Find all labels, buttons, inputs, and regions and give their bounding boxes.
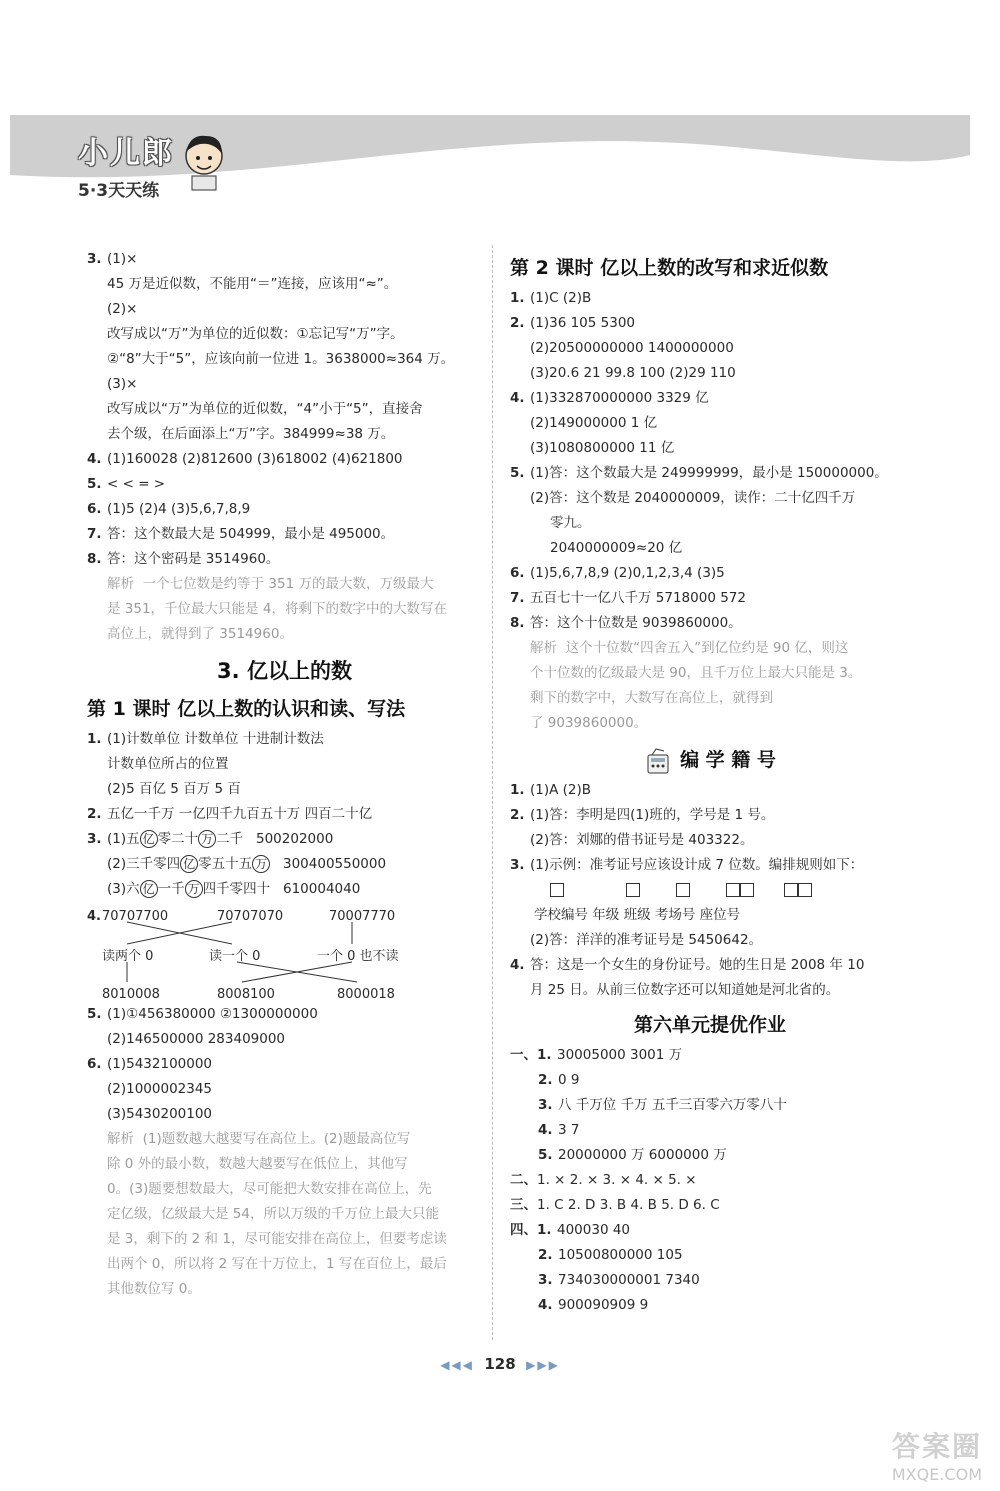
- watermark: [892, 1425, 982, 1484]
- circled-yi-mark: 亿: [140, 830, 158, 848]
- l1q3-r2-value: 300400550000: [283, 856, 387, 872]
- l1q3-r3-d: 四千零四十: [202, 881, 271, 897]
- u4-n1: 1.: [537, 1222, 552, 1238]
- l1q6-text3: (3)5430200100: [107, 1106, 213, 1122]
- brand-logo: [78, 128, 174, 201]
- u1-n1: 1.: [537, 1047, 552, 1063]
- match-bottom-3: 8000018: [337, 987, 395, 1002]
- q8-analysis-3: 高位上，就得到了 3514960。: [107, 626, 293, 642]
- q6-answer: (1)5 (2)4 (3)5,6,7,8,9: [107, 501, 251, 517]
- r-q4-text3: (3)1080800000 11 亿: [530, 440, 675, 456]
- r-q4-number: 4.: [510, 390, 525, 406]
- r-q6-answer: (1)5,6,7,8,9 (2)0,1,2,3,4 (3)5: [530, 565, 725, 581]
- section-title: 3. 亿以上的数: [217, 659, 352, 683]
- l1q6-text2: (2)1000002345: [107, 1081, 213, 1097]
- e1-answer: (1)A (2)B: [530, 782, 592, 798]
- match-top-1: 70707700: [102, 909, 169, 924]
- r-q8-analysis-2: 个十位数的亿级最大是 90，且千万位上最大只能是 3。: [530, 665, 862, 681]
- u1-a2: 0 9: [558, 1072, 580, 1088]
- r-q8-analysis-label: 解析: [530, 640, 557, 656]
- watermark-title: 答案圈: [891, 1430, 982, 1463]
- l1q3-r2-a: (2)三千零四: [107, 856, 181, 872]
- q3-p3: (3)×: [107, 376, 138, 392]
- l1q4-number: 4.: [87, 909, 101, 924]
- match-bottom-2: 8008100: [217, 987, 275, 1002]
- e2-number: 2.: [510, 807, 525, 823]
- prev-arrows-icon: ◀◀◀: [440, 1358, 474, 1372]
- q7-answer: 答：这个数最大是 504999，最小是 495000。: [107, 526, 395, 542]
- circled-wan-mark: 万: [198, 830, 216, 848]
- u4-n2: 2.: [538, 1247, 553, 1263]
- left-column: [87, 247, 482, 1302]
- l1q3-r3-a: (3)六: [107, 881, 140, 897]
- r-q2-text1: (1)36 105 5300: [530, 315, 636, 331]
- e4-text1: 答：这是一个女生的身份证号。她的生日是 2008 年 10: [530, 957, 865, 973]
- brand-title: 小儿郎: [78, 136, 174, 171]
- calculator-icon: [644, 747, 672, 775]
- circled-wan-mark: 万: [185, 880, 203, 898]
- r-q7-number: 7.: [510, 590, 525, 606]
- r-q5-text4: 2040000009≈20 亿: [550, 540, 683, 556]
- edu-title: 编 学 籍 号: [680, 749, 776, 771]
- l1q3-r2-b: 零五十五: [198, 856, 253, 872]
- l1q6-analysis-4: 定亿级，亿级最大是 54，所以万级的千万位上最大只能: [107, 1206, 439, 1222]
- l1q6-analysis-5: 是 3，剩下的 2 和 1，尽可能安排在高位上，但要考虑读: [107, 1231, 447, 1247]
- q5-number: 5.: [87, 476, 102, 492]
- r-q5-number: 5.: [510, 465, 525, 481]
- l1q5-text2: (2)146500000 283409000: [107, 1031, 286, 1047]
- r-q5-text3: 零九。: [550, 515, 591, 531]
- u2-section: 二、: [510, 1172, 537, 1188]
- r-q8-analysis-1: 这个十位数“四舍五入”到亿位约是 90 亿，则这: [565, 640, 849, 656]
- e4-text2: 月 25 日。从前三位数字还可以知道她是河北省的。: [530, 982, 840, 998]
- u3-answers: 1. C 2. D 3. B 4. B 5. D 6. C: [537, 1197, 720, 1213]
- u4-section: 四、: [510, 1222, 537, 1238]
- q8-analysis-1: 一个七位数是约等于 351 万的最大数，万级最大: [142, 576, 434, 592]
- q3-p1-text: 45 万是近似数，不能用“＝”连接，应该用“≈”。: [107, 276, 398, 292]
- l1q1-text2: 计数单位所占的位置: [107, 756, 229, 772]
- l1q3-r1-a: (1)五: [107, 831, 140, 847]
- l1q2-number: 2.: [87, 806, 102, 822]
- q3-p2-text2: ②“8”大于“5”，应该向前一位进 1。3638000≈364 万。: [107, 351, 455, 367]
- r-q4-text1: (1)332870000000 3329 亿: [530, 390, 709, 406]
- e1-number: 1.: [510, 782, 525, 798]
- circled-yi-mark: 亿: [140, 880, 158, 898]
- r-q1-answer: (1)C (2)B: [530, 290, 592, 306]
- q8-analysis-2: 是 351，千位最大只能是 4，将剩下的数字中的大数写在: [107, 601, 447, 617]
- id-digit-boxes: [510, 878, 910, 903]
- l1q5-text1: (1)①456380000 ②1300000000: [107, 1006, 318, 1022]
- u4-n3: 3.: [538, 1272, 553, 1288]
- l1q5-number: 5.: [87, 1006, 102, 1022]
- u2-answers: 1. × 2. × 3. × 4. × 5. ×: [537, 1172, 697, 1188]
- lesson2-title: 第 2 课时 亿以上数的改写和求近似数: [510, 257, 829, 279]
- q3-number: 3.: [87, 251, 102, 267]
- e3-text2: (2)答：洋洋的准考证号是 5450642。: [530, 932, 763, 948]
- e2-text1: (1)答：李明是四(1)班的，学号是 1 号。: [530, 807, 775, 823]
- l1q6-analysis-3: 0。(3)题要想数最大，尽可能把大数安排在高位上，先: [107, 1181, 432, 1197]
- boy-mascot-icon: [180, 132, 228, 196]
- l1q6-number: 6.: [87, 1056, 102, 1072]
- l1q6-analysis-7: 其他数位写 0。: [107, 1281, 201, 1297]
- r-q8-analysis-3: 剩下的数字中，大数写在高位上，就得到: [530, 690, 773, 706]
- q3-p1: (1)×: [107, 251, 138, 267]
- q8-answer: 答：这个密码是 3514960。: [107, 551, 280, 567]
- q4-number: 4.: [87, 451, 102, 467]
- page-number: 128: [484, 1355, 516, 1373]
- page-footer: [0, 1355, 1000, 1373]
- l1q1-text3: (2)5 百亿 5 百万 5 百: [107, 781, 241, 797]
- l1q1-text1: (1)计数单位 计数单位 十进制计数法: [107, 731, 324, 747]
- u1-n4: 4.: [538, 1122, 553, 1138]
- u4-a2: 10500800000 105: [558, 1247, 683, 1263]
- q3-p3-text2: 去个级，在后面添上“万”字。384999≈38 万。: [107, 426, 395, 442]
- match-lines: [87, 902, 407, 1002]
- l1q6-analysis-2: 除 0 外的最小数，数越大越要写在低位上，其他写: [107, 1156, 408, 1172]
- q7-number: 7.: [87, 526, 102, 542]
- column-divider: [492, 245, 493, 1340]
- r-q2-text2: (2)20500000000 1400000000: [530, 340, 734, 356]
- l1q3-r3-value: 610004040: [283, 881, 361, 897]
- edu-section-heading: [510, 742, 910, 778]
- u1-a5: 20000000 万 6000000 万: [558, 1147, 727, 1163]
- u3-section: 三、: [510, 1197, 537, 1213]
- u1-n2: 2.: [538, 1072, 553, 1088]
- u1-n5: 5.: [538, 1147, 553, 1163]
- r-q2-number: 2.: [510, 315, 525, 331]
- e4-number: 4.: [510, 957, 525, 973]
- q8-number: 8.: [87, 551, 102, 567]
- u4-a3: 734030000001 7340: [558, 1272, 700, 1288]
- q4-answer: (1)160028 (2)812600 (3)618002 (4)621800: [107, 451, 403, 467]
- unit-title: 第六单元提优作业: [633, 1014, 786, 1036]
- circled-wan-mark: 万: [252, 855, 270, 873]
- lesson1-title: 第 1 课时 亿以上数的认识和读、写法: [87, 698, 406, 720]
- e2-text2: (2)答：刘娜的借书证号是 403322。: [530, 832, 754, 848]
- l1q6-analysis-label: 解析: [107, 1131, 134, 1147]
- r-q6-number: 6.: [510, 565, 525, 581]
- match-top-3: 70007770: [329, 909, 396, 924]
- match-mid-1: 读两个 0: [102, 949, 154, 964]
- u4-a1: 400030 40: [557, 1222, 631, 1238]
- r-q2-text3: (3)20.6 21 99.8 100 (2)29 110: [530, 365, 736, 381]
- r-q1-number: 1.: [510, 290, 525, 306]
- q8-analysis-label: 解析: [107, 576, 134, 592]
- q3-p2-text1: 改写成以“万”为单位的近似数：①忘记写“万”字。: [107, 326, 404, 342]
- right-column: [510, 250, 910, 1318]
- l1q3-r1-d: 二千: [216, 831, 244, 847]
- match-bottom-1: 8010008: [102, 987, 160, 1002]
- u1-a3: 八 千万位 千万 五千三百零六万零八十: [558, 1097, 787, 1113]
- watermark-url: MXQE.COM: [891, 1465, 982, 1484]
- match-top-2: 70707070: [217, 909, 284, 924]
- l1q6-text1: (1)5432100000: [107, 1056, 213, 1072]
- l1q1-number: 1.: [87, 731, 102, 747]
- e3-box-labels: 学校编号 年级 班级 考场号 座位号: [534, 907, 741, 923]
- l1q6-analysis-1: (1)题数越大越要写在高位上。(2)题最高位写: [142, 1131, 411, 1147]
- matching-diagram: [87, 902, 482, 1002]
- l1q3-r1-b: 零二十: [157, 831, 199, 847]
- u1-n3: 3.: [538, 1097, 553, 1113]
- u1-section: 一、: [510, 1047, 537, 1063]
- r-q8-analysis-4: 了 9039860000。: [530, 715, 648, 731]
- u1-a4: 3 7: [558, 1122, 580, 1138]
- q3-p2: (2)×: [107, 301, 138, 317]
- l1q6-analysis-6: 出两个 0，所以将 2 写在十万位上，1 写在百位上，最后: [107, 1256, 447, 1272]
- l1q2-answer: 五亿一千万 一亿四千九百五十万 四百二十亿: [107, 806, 373, 822]
- r-q7-answer: 五百七十一亿八千万 5718000 572: [530, 590, 746, 606]
- r-q8-answer: 答：这个十位数是 9039860000。: [530, 615, 742, 631]
- r-q4-text2: (2)149000000 1 亿: [530, 415, 658, 431]
- l1q3-number: 3.: [87, 831, 102, 847]
- u4-n4: 4.: [538, 1297, 553, 1313]
- u1-a1: 30005000 3001 万: [557, 1047, 683, 1063]
- match-mid-2: 读一个 0: [209, 949, 261, 964]
- r-q5-text2: (2)答：这个数是 2040000009，读作：二十亿四千万: [530, 490, 856, 506]
- u4-a4: 900090909 9: [558, 1297, 649, 1313]
- e3-number: 3.: [510, 857, 525, 873]
- match-mid-3: 一个 0 也不读: [317, 949, 399, 964]
- l1q3-r1-value: 500202000: [256, 831, 334, 847]
- next-arrows-icon: ▶▶▶: [526, 1358, 560, 1372]
- r-q8-number: 8.: [510, 615, 525, 631]
- r-q5-text1: (1)答：这个数最大是 249999999，最小是 150000000。: [530, 465, 888, 481]
- circled-yi-mark: 亿: [180, 855, 198, 873]
- q3-p3-text1: 改写成以“万”为单位的近似数，“4”小于“5”，直接舍: [107, 401, 423, 417]
- q6-number: 6.: [87, 501, 102, 517]
- l1q3-r3-b: 一千: [157, 881, 185, 897]
- e3-text1: (1)示例：准考证号应该设计成 7 位数。编排规则如下：: [530, 857, 864, 873]
- brand-subtitle: 5·3天天练: [78, 181, 160, 201]
- q5-answer: < < = >: [107, 476, 166, 492]
